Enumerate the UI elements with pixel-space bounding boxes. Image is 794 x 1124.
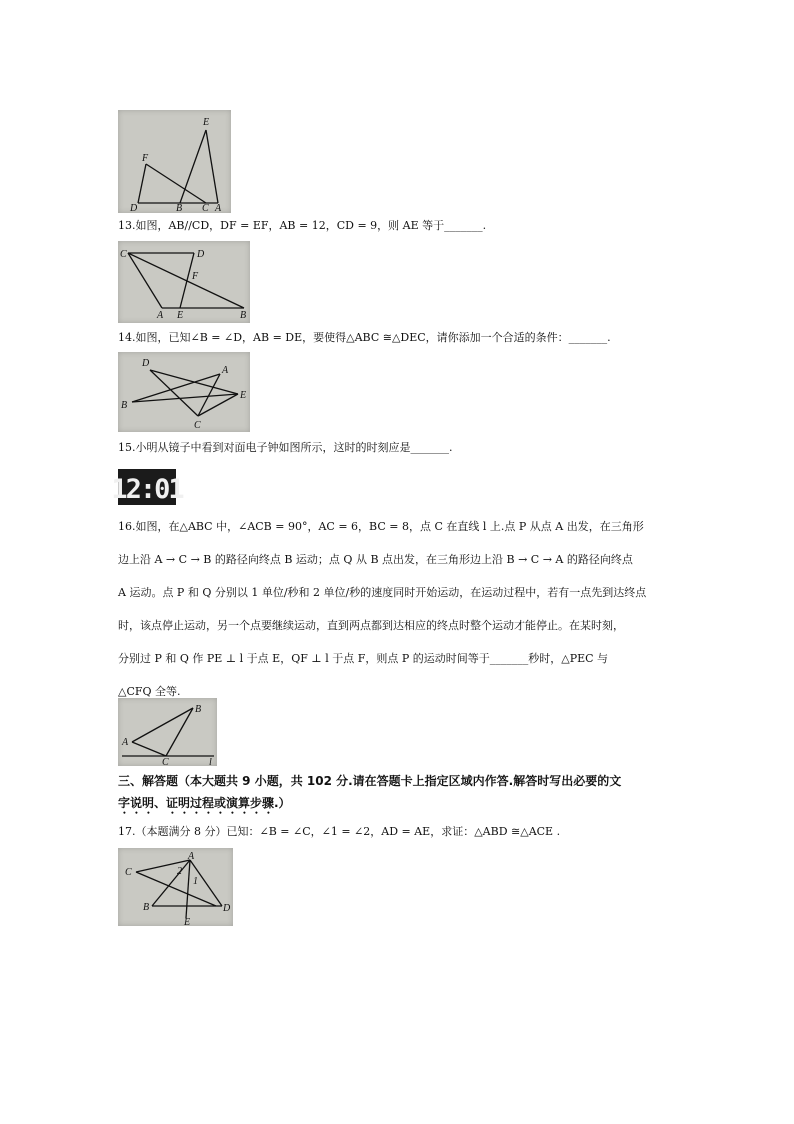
- label-B: B: [195, 704, 202, 715]
- question-16-line-5: 分别过 P 和 Q 作 PE ⊥ l 于点 E，QF ⊥ l 于点 F，则点 P 的运动时间等于_______秒时，△PEC 与: [118, 652, 609, 665]
- question-16-line-2: 边上沿 A → C → B 的路径向终点 B 运动；点 Q 从 B 点出发，在三角形边上沿 B → C → A 的路径向终点: [118, 553, 633, 566]
- label-E: E: [184, 917, 191, 928]
- question-15: 15.小明从镜子中看到对面电子钟如图所示，这时的时刻应是_______.: [118, 441, 453, 454]
- label-C: C: [194, 420, 201, 431]
- label-angle-1: 1: [193, 876, 198, 887]
- label-C: C: [162, 757, 169, 768]
- question-17: 17.（本题满分 8 分）已知：∠B = ∠C，∠1 = ∠2，AD = AE，求证：△ABD ≅△ACE .: [118, 825, 561, 838]
- label-C: C: [125, 867, 132, 878]
- question-16-line-3: A 运动。点 P 和 Q 分别以 1 单位/秒和 2 单位/秒的速度同时开始运动，在运动过程中，若有一点先到达终点: [118, 586, 647, 599]
- label-D: D: [130, 203, 138, 214]
- label-A: A: [215, 203, 222, 214]
- label-B: B: [176, 203, 183, 214]
- label-B: B: [240, 310, 247, 321]
- question-13: 13.如图，AB//CD，DF = EF，AB = 12，CD = 9，则 AE 等于_______.: [118, 219, 487, 232]
- label-E: E: [177, 310, 184, 321]
- digital-clock-figure: [111, 469, 183, 505]
- label-A: A: [157, 310, 164, 321]
- label-A: A: [122, 737, 129, 748]
- question-16-line-4: 时，该点停止运动，另一个点要继续运动，直到两点都到达相应的终点时整个运动才能停止。在某时刻，: [118, 619, 624, 632]
- question-16: [118, 510, 678, 708]
- label-D: D: [197, 249, 205, 260]
- label-B: B: [121, 400, 128, 411]
- figure-q17: [118, 848, 233, 926]
- label-C: C: [120, 249, 127, 260]
- label-F: F: [192, 271, 199, 282]
- figure-q13: [118, 241, 250, 323]
- figure-q16: [118, 698, 217, 766]
- label-l: l: [209, 757, 212, 768]
- question-14: 14.如图，已知∠B = ∠D，AB = DE，要使得△ABC ≅△DEC，请你添加一个合适的条件：_______.: [118, 331, 611, 344]
- label-E: E: [240, 390, 247, 401]
- label-angle-2: 2: [177, 866, 182, 877]
- figure-q12: [118, 110, 231, 213]
- question-16-line-1: 16.如图，在△ABC 中，∠ACB = 90°，AC = 6，BC = 8，点 C 在直线 l 上.点 P 从点 A 出发，在三角形: [118, 520, 644, 533]
- label-B: B: [143, 902, 150, 913]
- clock-digits: 12:01: [111, 474, 183, 505]
- label-D: D: [142, 358, 150, 369]
- label-C: C: [202, 203, 209, 214]
- figure-q14: [118, 352, 250, 432]
- section-3-heading: [118, 770, 678, 817]
- label-A: A: [222, 365, 229, 376]
- label-E: E: [203, 117, 210, 128]
- section-3-line-1: 三、解答题（本大题共 9 小题，共 102 分.请在答题卡上指定区域内作答.解答时写出必要的文: [118, 774, 622, 788]
- label-D: D: [223, 903, 231, 914]
- label-A: A: [188, 851, 195, 862]
- question-16-line-6: △CFQ 全等.: [118, 685, 181, 698]
- section-3-line-2: 字说明、证明过程或演算步骤.）: [118, 796, 291, 810]
- label-F: F: [142, 153, 149, 164]
